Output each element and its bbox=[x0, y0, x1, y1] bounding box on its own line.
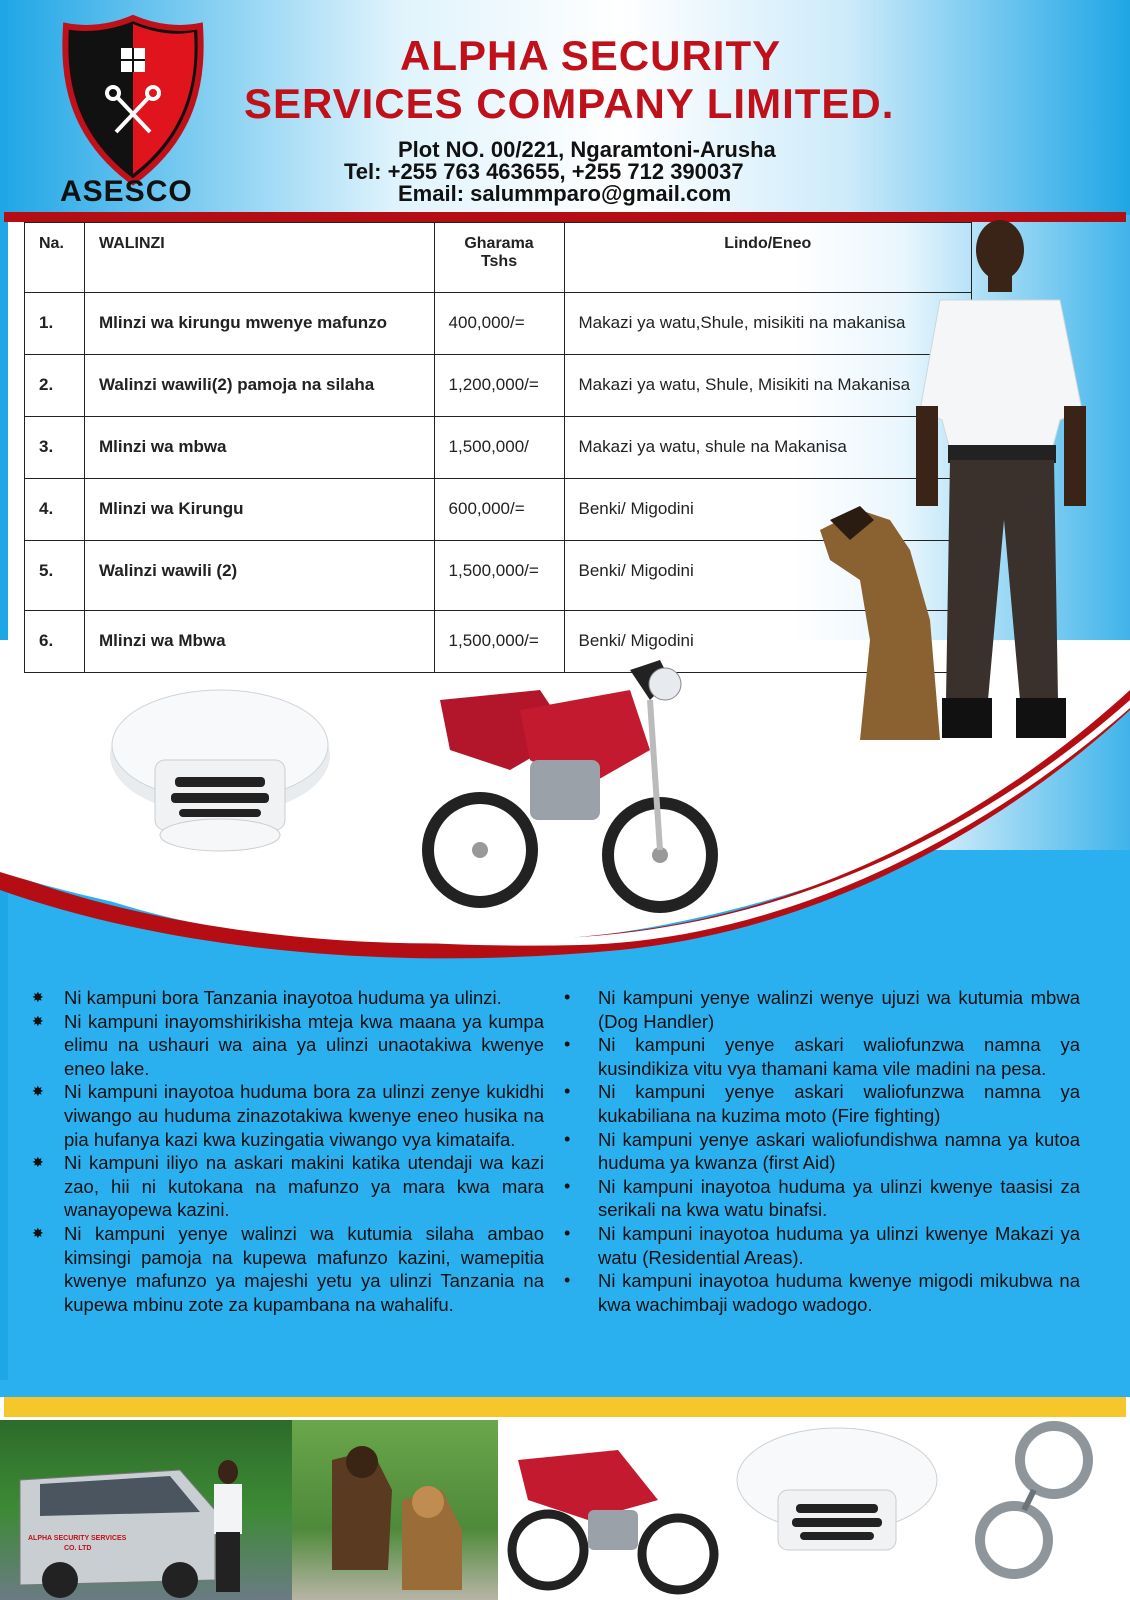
row-price: 400,000/= bbox=[434, 293, 564, 355]
logo-text: ASESCO bbox=[60, 175, 193, 208]
header-walinzi: WALINZI bbox=[84, 223, 434, 293]
list-item: ✸ Ni kampuni inayomshirikisha mteja kwa maana ya kumpa elimu na ushauri wa aina ya ulinzi unaotakiwa kwenye eneo lake. bbox=[32, 1010, 544, 1079]
row-area: Makazi ya watu, Shule, Misikiti na Makanisa bbox=[564, 355, 972, 417]
guard-with-dog-illustration bbox=[820, 220, 1110, 780]
list-item: ✸ Ni kampuni bora Tanzania inayotoa huduma ya ulinzi. bbox=[32, 987, 502, 1008]
row-number: 3. bbox=[25, 417, 85, 479]
row-area: Makazi ya watu,Shule, misikiti na makanisa bbox=[564, 293, 972, 355]
motorcycle-small-illustration bbox=[498, 1420, 730, 1600]
row-number: 1. bbox=[25, 293, 85, 355]
email-text: Email: salummparo@gmail.com bbox=[398, 181, 732, 206]
dot-bullet-icon: • bbox=[564, 1034, 571, 1055]
motorcycle-image bbox=[420, 640, 720, 925]
dot-bullet-icon: • bbox=[564, 1270, 571, 1291]
row-number: 4. bbox=[25, 479, 85, 541]
starburst-bullet-icon: ✸ bbox=[32, 1012, 44, 1029]
row-service: Mlinzi wa mbwa bbox=[84, 417, 434, 479]
dogs-photo bbox=[292, 1420, 498, 1600]
handcuffs-icon bbox=[944, 1420, 1130, 1600]
smoke-detector-photo bbox=[730, 1420, 944, 1600]
starburst-bullet-icon: ✸ bbox=[32, 989, 44, 1005]
list-item: • Ni kampuni inayotoa huduma kwenye migodi mikubwa na kwa wachimbaji wadogo wadogo. bbox=[564, 1270, 1080, 1315]
row-price: 1,500,000/= bbox=[434, 611, 564, 673]
shield-keys-icon bbox=[58, 14, 208, 186]
list-item: • Ni kampuni yenye askari waliofunzwa namna ya kukabiliana na kuzima moto (Fire fighting) bbox=[564, 1081, 1080, 1126]
starburst-bullet-icon: ✸ bbox=[32, 1154, 44, 1171]
row-price: 600,000/= bbox=[434, 479, 564, 541]
dot-bullet-icon: • bbox=[564, 987, 571, 1007]
dot-bullet-icon: • bbox=[564, 1175, 571, 1196]
footer-divider bbox=[4, 1397, 1126, 1417]
row-area: Makazi ya watu, shule na Makanisa bbox=[564, 417, 972, 479]
services-list-left bbox=[20, 986, 544, 1316]
row-price: 1,500,000/= bbox=[434, 541, 564, 611]
blue-band bbox=[0, 1380, 1130, 1397]
address-text: Plot NO. 00/221, Ngaramtoni-Arusha bbox=[398, 137, 776, 162]
header-gharama: Gharama Tshs bbox=[434, 223, 564, 293]
van-company-suffix: CO. LTD bbox=[64, 1545, 92, 1552]
list-item: ✸ Ni kampuni iliyo na askari makini katika utendaji wa kazi zao, hii ni kutokana na mafunzo ya mara kwa mara wanayopewa kazini. bbox=[32, 1152, 544, 1221]
dot-bullet-icon: • bbox=[564, 1222, 571, 1243]
list-item: • Ni kampuni inayotoa huduma ya ulinzi kwenye taasisi za serikali na kwa watu binafsi. bbox=[564, 1175, 1080, 1221]
row-area: Benki/ Migodini bbox=[564, 479, 972, 541]
header-na: Na. bbox=[25, 223, 85, 293]
dot-bullet-icon: • bbox=[564, 1128, 571, 1149]
smoke-detector-small-illustration bbox=[730, 1420, 944, 1600]
motorcycle-photo bbox=[498, 1420, 730, 1600]
company-name-line1: ALPHA SECURITY bbox=[400, 32, 782, 79]
list-item: • Ni kampuni yenye askari waliofundishwa namna ya kutoa huduma ya kwanza (first Aid) bbox=[564, 1128, 1080, 1174]
handcuffs-photo bbox=[944, 1420, 1130, 1600]
row-area: Benki/ Migodini bbox=[564, 611, 972, 673]
van-company-text: ALPHA SECURITY SERVICES bbox=[28, 1535, 127, 1542]
row-service: Mlinzi wa Mbwa bbox=[84, 611, 434, 673]
starburst-bullet-icon: ✸ bbox=[32, 1224, 44, 1241]
dot-bullet-icon: • bbox=[564, 1081, 571, 1102]
list-item: • Ni kampuni inayotoa huduma ya ulinzi kwenye Makazi ya watu (Residential Areas). bbox=[564, 1222, 1080, 1268]
row-number: 6. bbox=[25, 611, 85, 673]
dogs-illustration bbox=[292, 1420, 498, 1600]
company-name-line2: SERVICES COMPANY LIMITED. bbox=[244, 80, 895, 127]
row-number: 2. bbox=[25, 355, 85, 417]
list-item: • Ni kampuni yenye walinzi wenye ujuzi wa kutumia mbwa (Dog Handler) bbox=[564, 987, 1080, 1032]
smoke-detector-image bbox=[105, 685, 335, 865]
van-guard-photo bbox=[0, 1420, 292, 1600]
header-lindo: Lindo/Eneo bbox=[564, 223, 972, 293]
row-service: Mlinzi wa kirungu mwenye mafunzo bbox=[84, 293, 434, 355]
row-service: Walinzi wawili(2) pamoja na silaha bbox=[84, 355, 434, 417]
list-item: ✸ Ni kampuni yenye walinzi wa kutumia silaha ambao kimsingi pamoja na kupewa mafunzo kazini, wamepitia kwenye mafunzo ya majeshi yetu ya ulinzi Tanzania na kupewa mbinu zote za kupambana na wahalifu. bbox=[32, 1222, 544, 1315]
row-area: Benki/ Migodini bbox=[564, 541, 972, 611]
telephone-text: Tel: +255 763 463655, +255 712 390037 bbox=[344, 159, 744, 184]
row-service: Walinzi wawili (2) bbox=[84, 541, 434, 611]
list-item: • Ni kampuni yenye askari waliofunzwa namna ya kusindikiza vitu vya thamani kama vile madini na pesa. bbox=[564, 1034, 1080, 1079]
row-service: Mlinzi wa Kirungu bbox=[84, 479, 434, 541]
services-list-right bbox=[564, 986, 1080, 1316]
van-illustration bbox=[0, 1420, 292, 1600]
starburst-bullet-icon: ✸ bbox=[32, 1083, 44, 1100]
row-number: 5. bbox=[25, 541, 85, 611]
list-item: ✸ Ni kampuni inayotoa huduma bora za ulinzi zenye kukidhi viwango au huduma zinazotakiwa kwenye eneo husika na pia hufanya kazi kwa kuzingatia viwango vya kimataifa. bbox=[32, 1081, 544, 1150]
row-price: 1,500,000/ bbox=[434, 417, 564, 479]
row-price: 1,200,000/= bbox=[434, 355, 564, 417]
